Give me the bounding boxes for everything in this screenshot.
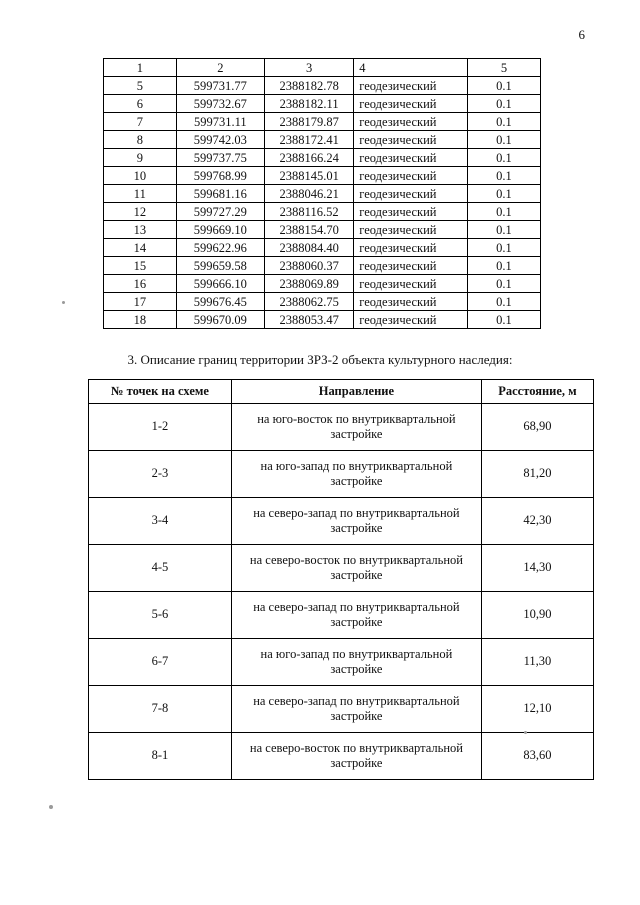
cell-direction: на северо-запад по внутриквартальной застройке	[231, 591, 481, 638]
cell-y: 2388154.70	[265, 221, 354, 239]
cell-x: 599666.10	[176, 275, 264, 293]
cell-point-number: 10	[104, 167, 177, 185]
cell-x: 599742.03	[176, 131, 264, 149]
cell-method: геодезический	[354, 221, 468, 239]
table-row	[104, 311, 541, 329]
column-header: 5	[467, 59, 540, 77]
cell-method: геодезический	[354, 293, 468, 311]
table-row	[104, 77, 541, 95]
cell-points: 6-7	[89, 638, 232, 685]
cell-y: 2388166.24	[265, 149, 354, 167]
table-row	[89, 450, 594, 497]
cell-point-number: 8	[104, 131, 177, 149]
cell-method: геодезический	[354, 149, 468, 167]
directions-table-container	[88, 379, 594, 780]
cell-method: геодезический	[354, 311, 468, 329]
section-heading: 3. Описание границ территории ЗРЗ-2 объекта культурного наследия:	[127, 352, 513, 367]
cell-points: 3-4	[89, 497, 232, 544]
cell-point-number: 6	[104, 95, 177, 113]
cell-distance: 68,90	[481, 403, 593, 450]
cell-accuracy: 0.1	[467, 239, 540, 257]
cell-method: геодезический	[354, 131, 468, 149]
cell-y: 2388062.75	[265, 293, 354, 311]
cell-y: 2388182.11	[265, 95, 354, 113]
table-row	[104, 257, 541, 275]
cell-x: 599731.77	[176, 77, 264, 95]
table-row	[104, 203, 541, 221]
cell-accuracy: 0.1	[467, 185, 540, 203]
cell-point-number: 5	[104, 77, 177, 95]
cell-y: 2388069.89	[265, 275, 354, 293]
cell-y: 2388182.78	[265, 77, 354, 95]
cell-distance: 83,60	[481, 732, 593, 779]
cell-method: геодезический	[354, 77, 468, 95]
cell-direction: на юго-восток по внутриквартальной застройке	[231, 403, 481, 450]
table-row	[104, 275, 541, 293]
cell-y: 2388172.41	[265, 131, 354, 149]
table-header-row	[104, 59, 541, 77]
cell-x: 599737.75	[176, 149, 264, 167]
cell-accuracy: 0.1	[467, 203, 540, 221]
cell-y: 2388060.37	[265, 257, 354, 275]
cell-distance: 10,90	[481, 591, 593, 638]
cell-accuracy: 0.1	[467, 257, 540, 275]
cell-accuracy: 0.1	[467, 113, 540, 131]
cell-x: 599670.09	[176, 311, 264, 329]
cell-distance: 14,30	[481, 544, 593, 591]
cell-accuracy: 0.1	[467, 131, 540, 149]
cell-distance: 42,30	[481, 497, 593, 544]
cell-point-number: 11	[104, 185, 177, 203]
cell-method: геодезический	[354, 167, 468, 185]
table-row	[89, 591, 594, 638]
table-row	[89, 497, 594, 544]
cell-accuracy: 0.1	[467, 77, 540, 95]
scan-artifact	[49, 805, 53, 809]
cell-accuracy: 0.1	[467, 149, 540, 167]
cell-accuracy: 0.1	[467, 167, 540, 185]
table-row	[104, 185, 541, 203]
scan-artifact	[62, 301, 65, 304]
cell-accuracy: 0.1	[467, 311, 540, 329]
cell-point-number: 18	[104, 311, 177, 329]
cell-point-number: 15	[104, 257, 177, 275]
cell-x: 599727.29	[176, 203, 264, 221]
cell-direction: на северо-запад по внутриквартальной застройке	[231, 497, 481, 544]
table-row	[89, 403, 594, 450]
cell-direction: на северо-восток по внутриквартальной застройке	[231, 544, 481, 591]
cell-points: 7-8	[89, 685, 232, 732]
cell-points: 4-5	[89, 544, 232, 591]
cell-distance: 11,30	[481, 638, 593, 685]
cell-method: геодезический	[354, 95, 468, 113]
column-header-direction: Направление	[231, 380, 481, 404]
cell-x: 599681.16	[176, 185, 264, 203]
table-row	[104, 149, 541, 167]
cell-y: 2388145.01	[265, 167, 354, 185]
cell-x: 599669.10	[176, 221, 264, 239]
table-row	[104, 113, 541, 131]
table-row	[104, 167, 541, 185]
cell-x: 599676.45	[176, 293, 264, 311]
cell-method: геодезический	[354, 113, 468, 131]
column-header-points: № точек на схеме	[89, 380, 232, 404]
cell-x: 599768.99	[176, 167, 264, 185]
cell-x: 599732.67	[176, 95, 264, 113]
cell-y: 2388084.40	[265, 239, 354, 257]
coordinates-table	[103, 58, 541, 329]
table-row	[89, 544, 594, 591]
cell-direction: на юго-запад по внутриквартальной застройке	[231, 638, 481, 685]
cell-point-number: 12	[104, 203, 177, 221]
cell-x: 599659.58	[176, 257, 264, 275]
table-row	[104, 131, 541, 149]
table-row	[89, 732, 594, 779]
cell-y: 2388046.21	[265, 185, 354, 203]
cell-point-number: 14	[104, 239, 177, 257]
cell-method: геодезический	[354, 239, 468, 257]
cell-point-number: 16	[104, 275, 177, 293]
cell-method: геодезический	[354, 275, 468, 293]
page-number: 6	[578, 27, 585, 42]
cell-distance: 12,10	[481, 685, 593, 732]
cell-accuracy: 0.1	[467, 95, 540, 113]
cell-method: геодезический	[354, 185, 468, 203]
cell-y: 2388179.87	[265, 113, 354, 131]
cell-points: 2-3	[89, 450, 232, 497]
cell-direction: на юго-запад по внутриквартальной застройке	[231, 450, 481, 497]
cell-direction: на северо-запад по внутриквартальной застройке	[231, 685, 481, 732]
cell-point-number: 17	[104, 293, 177, 311]
cell-method: геодезический	[354, 203, 468, 221]
cell-point-number: 9	[104, 149, 177, 167]
column-header: 1	[104, 59, 177, 77]
directions-table-body	[89, 380, 594, 780]
cell-direction: на северо-восток по внутриквартальной застройке	[231, 732, 481, 779]
cell-distance: 81,20	[481, 450, 593, 497]
cell-method: геодезический	[354, 257, 468, 275]
column-header-distance: Расстояние, м	[481, 380, 593, 404]
cell-y: 2388116.52	[265, 203, 354, 221]
column-header: 2	[176, 59, 264, 77]
coordinates-table-body	[104, 59, 541, 329]
table-row	[104, 293, 541, 311]
cell-y: 2388053.47	[265, 311, 354, 329]
table-row	[89, 638, 594, 685]
cell-accuracy: 0.1	[467, 275, 540, 293]
cell-accuracy: 0.1	[467, 221, 540, 239]
table-row	[104, 239, 541, 257]
table-row	[104, 221, 541, 239]
table-row	[89, 685, 594, 732]
coordinates-table-container	[103, 58, 541, 329]
table-row	[104, 95, 541, 113]
directions-table	[88, 379, 594, 780]
cell-points: 5-6	[89, 591, 232, 638]
cell-point-number: 7	[104, 113, 177, 131]
column-header: 4	[354, 59, 468, 77]
cell-point-number: 13	[104, 221, 177, 239]
cell-x: 599622.96	[176, 239, 264, 257]
cell-points: 1-2	[89, 403, 232, 450]
column-header: 3	[265, 59, 354, 77]
cell-points: 8-1	[89, 732, 232, 779]
cell-x: 599731.11	[176, 113, 264, 131]
table-header-row	[89, 380, 594, 404]
scan-artifact	[524, 731, 527, 734]
cell-accuracy: 0.1	[467, 293, 540, 311]
